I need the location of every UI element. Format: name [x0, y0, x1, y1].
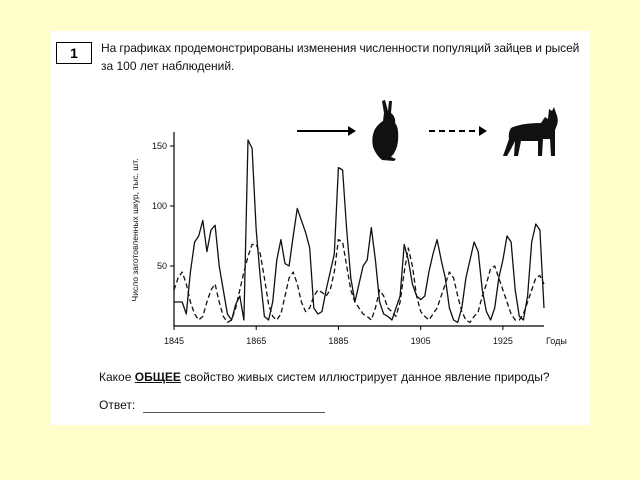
hare-icon [372, 100, 398, 161]
chart-axes [170, 132, 544, 330]
answer-input-line[interactable] [143, 412, 325, 413]
solid-arrow-icon [297, 126, 356, 136]
dashed-arrow-icon [429, 126, 487, 136]
series-line-dashed [174, 240, 544, 323]
series-line-solid [174, 140, 544, 322]
x-tick-label: 1885 [328, 336, 349, 346]
population-chart [51, 31, 590, 351]
x-tick-label: 1905 [410, 336, 431, 346]
question-prefix: Какое [99, 370, 135, 384]
y-tick-label: 50 [156, 261, 167, 271]
x-tick-label: 1865 [246, 336, 267, 346]
y-tick-label: 150 [151, 141, 167, 151]
answer-label: Ответ: [99, 398, 136, 412]
question-text [99, 370, 550, 384]
question-suffix: свойство живых систем иллюстрирует данное явление природы? [180, 370, 550, 384]
x-axis-title: Годы [546, 336, 567, 346]
question-emphasis: ОБЩЕЕ [134, 370, 181, 384]
lynx-icon [503, 107, 558, 156]
question-prompt-line1: На графиках продемонстрированы изменения численности популяций зайцев и рысей [101, 41, 580, 55]
x-tick-label: 1925 [492, 336, 513, 346]
y-axis-title: Число заготовленных шкур, тыс. шт. [130, 158, 140, 302]
question-sheet [51, 31, 590, 425]
y-tick-label: 100 [151, 201, 167, 211]
question-prompt-line2: за 100 лет наблюдений. [101, 59, 235, 73]
x-tick-label: 1845 [163, 336, 185, 346]
question-number-box: 1 [56, 42, 92, 64]
chart-series-layer [174, 140, 544, 322]
